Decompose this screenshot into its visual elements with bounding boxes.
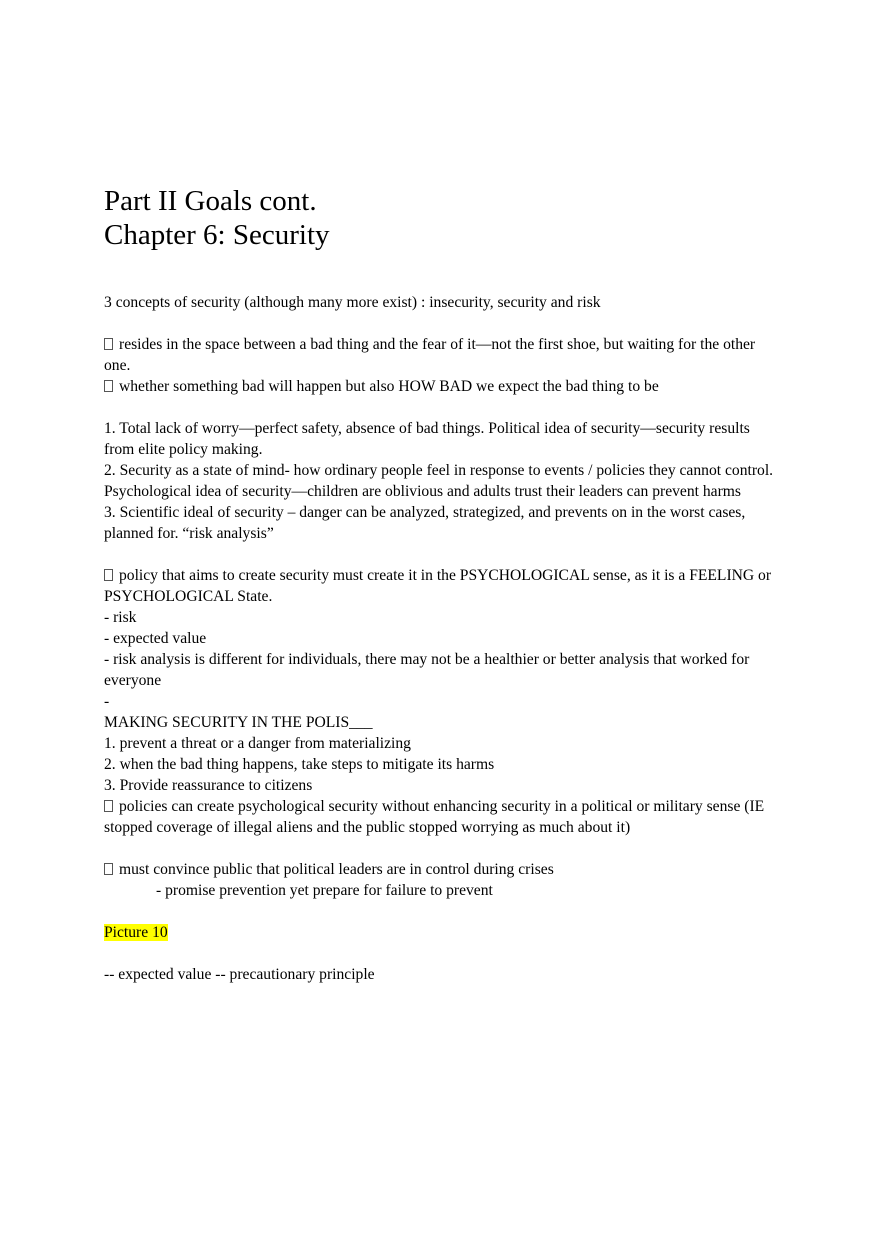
spacer	[104, 838, 784, 859]
bullet-paragraph	[104, 334, 784, 376]
policy-bullet	[104, 565, 784, 607]
numbered-concept: 1. Total lack of worry—perfect safety, absence of bad things. Political idea of security—security results from elite policy making.	[104, 420, 750, 458]
spacer	[104, 397, 784, 418]
document-title-line-2: Chapter 6: Security	[104, 219, 330, 251]
bullet-text: policy that aims to create security must create it in the PSYCHOLOGICAL sense, as it is a FEELING or PSYCHOLOGICAL State.	[104, 567, 772, 605]
missing-glyph-box-icon	[104, 569, 113, 581]
spacer	[104, 943, 784, 964]
missing-glyph-box-icon	[104, 800, 113, 812]
document-page	[104, 184, 784, 985]
spacer	[104, 901, 784, 922]
missing-glyph-box-icon	[104, 380, 113, 392]
intro-paragraph: 3 concepts of security (although many more exist) : insecurity, security and risk	[104, 294, 601, 311]
bullet-paragraph	[104, 376, 784, 397]
spacer	[104, 544, 784, 565]
numbered-concept: 2. Security as a state of mind- how ordinary people feel in response to events / policies they cannot control. Psychological idea of security—children are oblivious and adults trust their leaders can prevent harms	[104, 462, 774, 500]
bullet-text: resides in the space between a bad thing and the fear of it—not the first shoe, but waiting for the other one.	[104, 336, 756, 374]
document-title-line-1: Part II Goals cont.	[104, 185, 317, 217]
picture-label: Picture 10	[104, 924, 168, 941]
missing-glyph-box-icon	[104, 863, 113, 875]
missing-glyph-box-icon	[104, 338, 113, 350]
dash-item: - expected value	[104, 630, 207, 647]
dash-item: -	[104, 693, 110, 710]
numbered-step: 1. prevent a threat or a danger from materializing	[104, 735, 411, 752]
numbered-step: 3. Provide reassurance to citizens	[104, 777, 313, 794]
bullet-text: policies can create psychological security without enhancing security in a political or military sense (IE stopped coverage of illegal aliens and the public stopped worrying as much about it)	[104, 798, 765, 836]
convince-sub-item: - promise prevention yet prepare for failure to prevent	[156, 882, 493, 899]
spacer	[104, 252, 784, 292]
dash-item: - risk	[104, 609, 137, 626]
policies-bullet	[104, 796, 784, 838]
footer-line: -- expected value -- precautionary principle	[104, 966, 375, 983]
numbered-step: 2. when the bad thing happens, take steps to mitigate its harms	[104, 756, 495, 773]
section-heading: MAKING SECURITY IN THE POLIS___	[104, 714, 373, 731]
numbered-concept: 3. Scientific ideal of security – danger can be analyzed, strategized, and prevents on in the worst cases, planned for. “risk analysis”	[104, 504, 746, 542]
bullet-text: must convince public that political leaders are in control during crises	[119, 861, 554, 878]
convince-bullet	[104, 859, 784, 880]
bullet-text: whether something bad will happen but also HOW BAD we expect the bad thing to be	[119, 378, 659, 395]
dash-item: - risk analysis is different for individuals, there may not be a healthier or better analysis that worked for everyone	[104, 651, 750, 689]
spacer	[104, 313, 784, 334]
picture-label-line	[104, 922, 784, 943]
